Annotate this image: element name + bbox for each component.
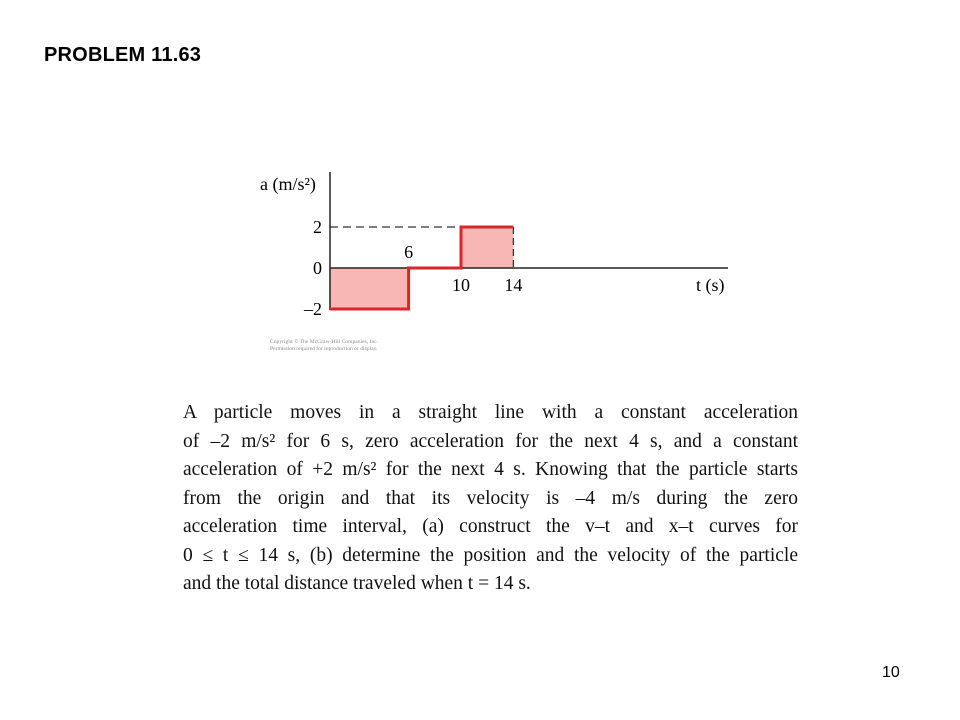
area-segment [461, 227, 513, 268]
y-axis-label: a (m/s²) [260, 174, 316, 194]
x-axis-label: t (s) [696, 275, 725, 295]
x-tick-label: 6 [404, 242, 414, 262]
y-tick-label: 2 [313, 217, 322, 237]
copyright-line-1: Copyright © The McGraw-Hill Companies, Inc. [270, 339, 379, 345]
problem-statement [183, 399, 798, 599]
problem-line: from the origin and that its velocity is –4 m/s during the zero [183, 487, 798, 509]
x-tick-label: 14 [504, 275, 523, 295]
problem-line: A particle moves in a straight line with a constant acceleration [183, 402, 798, 423]
acceleration-time-chart [250, 160, 750, 360]
y-tick-label: –2 [304, 299, 322, 319]
area-segment [330, 268, 409, 309]
y-tick-label: 0 [313, 258, 322, 278]
page-number: 10 [882, 664, 900, 681]
problem-line: and the total distance traveled when t = 14 s. [183, 573, 531, 594]
problem-line: of –2 m/s² for 6 s, zero acceleration for the next 4 s, and a constant [183, 430, 798, 452]
x-tick-label: 10 [452, 275, 470, 295]
problem-line: acceleration of +2 m/s² for the next 4 s. Knowing that the particle starts [183, 459, 798, 480]
slide-title: PROBLEM 11.63 [44, 44, 202, 66]
copyright-line-2: Permission required for reproduction or display. [270, 346, 378, 352]
problem-line: acceleration time interval, (a) construct the v–t and x–t curves for [183, 516, 798, 537]
copyright-notice [270, 338, 379, 352]
problem-line: 0 ≤ t ≤ 14 s, (b) determine the position and the velocity of the particle [183, 544, 798, 566]
